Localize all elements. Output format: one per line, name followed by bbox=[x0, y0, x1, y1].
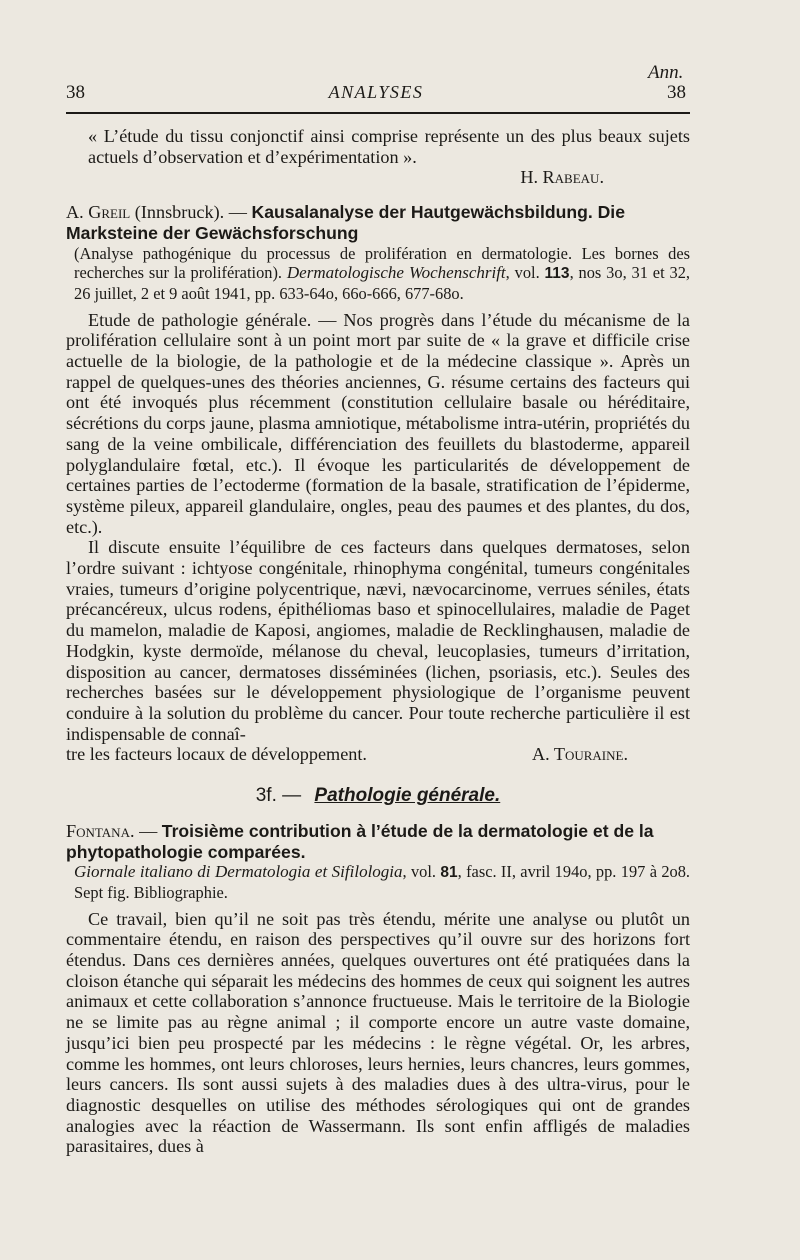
entry-citation bbox=[66, 202, 690, 243]
entry-title: Kausalanalyse der Hautgewächsbildung. Die Marksteine der Gewächsforschung bbox=[66, 202, 625, 244]
review-entry-greil bbox=[66, 202, 690, 765]
quote-signature: H. Rabeau. bbox=[520, 167, 604, 188]
section-title: Pathologie générale. bbox=[314, 785, 501, 807]
issue-details: , nos 3o, 31 et 32, 26 juillet, 2 et 9 août 1941, pp. 633-64o, 66o-666, 677-68o. bbox=[74, 263, 690, 303]
volume2-number: 81 bbox=[440, 864, 458, 882]
entry2-citation: Fontana. — Troisième contribution à l’étude de la dermatologie et de la phytopathologie comparées. bbox=[66, 821, 654, 862]
quote-text: « L’étude du tissu conjonctif ainsi comprise représente un des plus beaux sujets actuels d’observation et d’expérimentation ». bbox=[88, 126, 690, 167]
entry2-reference: Giornale italiano di Dermatologia et Sifilologia, vol. 81, fasc. II, avril 194o, pp. 197 à 2o8. Sept fig. Bibliographie. bbox=[74, 862, 691, 903]
issue2-details: , fasc. II, avril 194o, pp. 197 à 2o8. Sept fig. Bibliographie. bbox=[74, 862, 691, 903]
section-number: 3f. bbox=[255, 785, 277, 807]
journal2-name: Giornale italiano di Dermatologia et Sifilologia bbox=[74, 862, 403, 882]
entry2-title: Troisième contribution à l’étude de la dermatologie et de la phytopathologie comparées. bbox=[66, 821, 654, 862]
entry-translation: (Analyse pathogénique du processus de prolifération en dermatologie. Les bornes des recherches sur la prolifération). bbox=[74, 243, 690, 283]
section-heading bbox=[66, 785, 690, 807]
review-entry-fontana bbox=[66, 821, 690, 1157]
header-rule bbox=[66, 112, 690, 114]
entry-paragraph-2: Il discute ensuite l’équilibre de ces facteurs dans quelques dermatoses, selon l’ordre suivant : ichtyose congénitale, rhinophyma congénital, tumeurs congénitales vraies, tumeurs d’origine polycentrique, nævi, nævocarcinome, verrues séniles, états précancéreux, ulcus rodens, épithéliomas baso et spinocellulaires, maladie de Paget du mamelon, maladie de Kaposi, angiomes, maladie de Recklinghausen, maladie de Hodgkin, kyste dermoïde, mélanose du cheval, leucoplasies, tumeurs d’irritation, disposition au cancer, dermatoses disséminées (lichen, psoriasis, etc.). Seules des recherches basées sur le développement physiologique de l’organisme peuvent conduire à la solution du problème du cancer. Pour toute recherche particulière il est indispensable de connaî- bbox=[66, 537, 690, 744]
page-body bbox=[66, 126, 690, 1157]
entry-signature: A. Touraine. bbox=[531, 744, 628, 765]
entry-closing-line: tre les facteurs locaux de développement. A. Touraine. bbox=[66, 744, 628, 765]
entry-author: A. Greil bbox=[66, 202, 131, 223]
page-header bbox=[66, 82, 686, 108]
journal-name: Dermatologische Wochenschrift bbox=[286, 263, 506, 283]
closing-quote bbox=[66, 126, 690, 167]
page-number-right: 38 bbox=[667, 82, 686, 103]
entry-place: (Innsbruck). — bbox=[130, 202, 252, 223]
handwritten-annotation: Ann. bbox=[648, 62, 684, 83]
page-number-left: 38 bbox=[66, 82, 85, 103]
volume-number: 113 bbox=[544, 265, 570, 283]
entry2-paragraph-1: Ce travail, bien qu’il ne soit pas très étendu, mérite une analyse ou plutôt un commentaire étendu, en raison des perspectives qu’il ouvre sur des horizons fort étendus. Dans ces dernières années, quelques ouvertures ont été pratiquées dans la cloison étanche qui séparait les médecins des hommes de ceux qui soignent les autres animaux et cette collaboration s’annonce fructueuse. Mais le territoire de la Biologie ne se limite pas au règne animal ; il comporte encore un autre vaste domaine, jusqu’ici bien peu prospecté par les médecins : le règne végétal. Or, les arbres, comme les hommes, ont leurs chloroses, leurs hernies, leurs chancres, leurs gommes, leurs cancers. Ils sont aussi sujets à des maladies dues à des ultra-virus, pour le diagnostic desquelles on utilise des méthodes sérologiques qui ont de grandes analogies avec la réaction de Wassermann. Ils sont enfin affligés de maladies parasitaires, dues à bbox=[66, 908, 690, 1157]
entry2-author: Fontana bbox=[66, 821, 130, 842]
entry-paragraph-1: Etude de pathologie générale. — Nos progrès dans l’étude du mécanisme de la prolifération cellulaire sont à un point mort par suite de « la grave et difficile crise actuelle de la biologie, de la pathologie et de la médecine classique ». Après un rappel de quelques-unes des théories anciennes, G. résume certains des facteurs qui ont été invoqués plus récemment (constitution cellulaire basale ou héréditaire, sécrétions du corps jaune, plasma amniotique, métabolisme intra-utérin, propriétés du sang de la veine ombilicale, différenciation des feuillets du blastoderme, appareil polyglandulaire fœtal, etc.). Il évoque les particularités de développement de certaines parties de l’ectoderme (formation de la basale, stratification de l’épiderme, système pileux, appareil glandulaire, ongles, peau des paumes et des plantes, du dos, etc.). bbox=[66, 309, 690, 537]
running-title: ANALYSES bbox=[328, 82, 424, 102]
section-dash: — bbox=[282, 785, 302, 807]
entry-reference: (Analyse pathogénique du processus de prolifération en dermatologie. Les bornes des recherches sur la prolifération). Dermatologische Wochenschrift, vol. 113, nos 3o, 31 et 32, 26 juillet, 2 et 9 août 1941, pp. 633-64o, 66o-666, 677-68o. bbox=[74, 243, 690, 303]
